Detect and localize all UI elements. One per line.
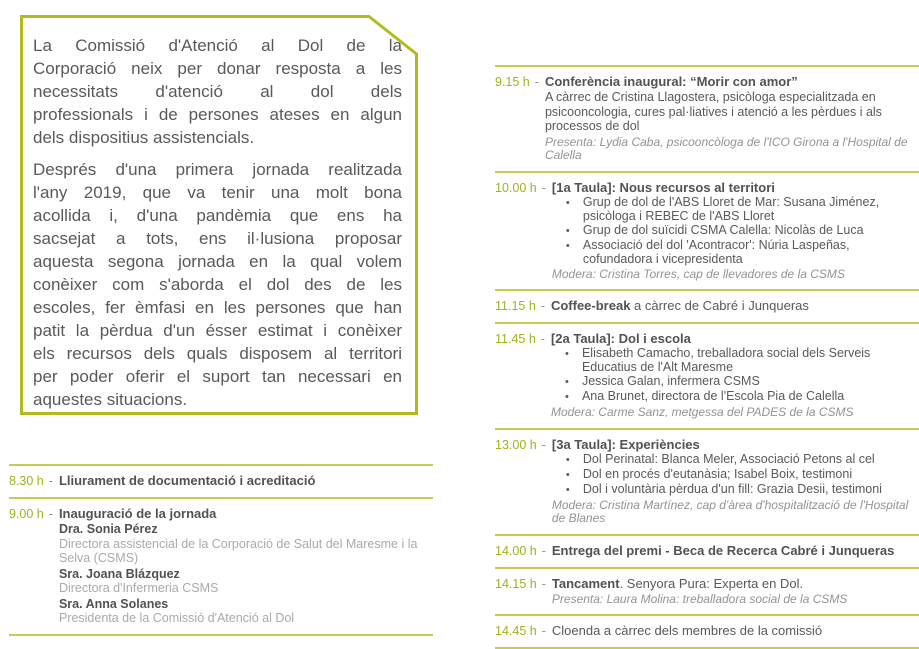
entry-content bbox=[552, 576, 919, 607]
intro-line: acollida i, d'una pandèmia que ens ha bbox=[33, 206, 402, 225]
entry-time: 11.45 h bbox=[495, 332, 536, 346]
entry-time: 8.30 h bbox=[9, 474, 44, 488]
bullet-text: Dol en procés d'eutanàsia; Isabel Boix, testimoni bbox=[582, 466, 853, 481]
left-schedule bbox=[9, 464, 433, 636]
bullet-item bbox=[565, 346, 919, 374]
bullet-item bbox=[566, 482, 919, 497]
entry-content bbox=[552, 543, 919, 558]
entry-time: 14.45 h bbox=[495, 624, 537, 638]
entry-title bbox=[552, 437, 919, 452]
entry-time: 9.00 h bbox=[9, 507, 44, 521]
entry-time: 14.00 h bbox=[495, 543, 537, 558]
intro-line: necessitats d'atenció al dol dels bbox=[33, 82, 402, 101]
schedule-entry bbox=[9, 464, 433, 497]
intro-text bbox=[33, 34, 402, 411]
bullet-text: Grup de dol de l'ABS Lloret de Mar: Susana Jiménez, psicòloga i REBEC de l'ABS Lloret bbox=[582, 194, 880, 223]
entry-content bbox=[545, 74, 919, 163]
entry-dash: - bbox=[48, 507, 53, 521]
entry-content bbox=[551, 331, 919, 420]
entry-title-bold: Conferència inaugural: “Morir con amor” bbox=[544, 74, 798, 89]
schedule-entry bbox=[495, 428, 919, 534]
entry-title-rest: . Senyora Pura: Experta en Dol. bbox=[619, 575, 804, 591]
entry-title-bold: Entrega del premi - Beca de Recerca Cabré i Junqueras bbox=[551, 542, 895, 558]
schedule-entry bbox=[9, 497, 433, 634]
bullet-item bbox=[566, 238, 919, 266]
entry-title bbox=[551, 331, 919, 346]
entry-title-rest: Cloenda a càrrec dels membres de la comissió bbox=[551, 623, 823, 638]
bullet-icon: • bbox=[564, 391, 569, 403]
schedule-entry bbox=[495, 567, 919, 615]
entry-dash: - bbox=[541, 624, 546, 638]
entry-dash: - bbox=[541, 437, 546, 452]
entry-dash: - bbox=[540, 332, 545, 346]
bullet-item bbox=[566, 467, 919, 482]
bullet-item bbox=[565, 389, 919, 404]
person-role: Directora assistencial de la Corporació de Salut del Maresme i la Selva (CSMS) bbox=[58, 536, 418, 565]
intro-line: l'any 2019, que va tenir una molt bona bbox=[33, 183, 402, 202]
entry-title bbox=[552, 576, 919, 591]
entry-content bbox=[59, 473, 433, 488]
entry-dash: - bbox=[541, 180, 546, 195]
entry-description: A càrrec de Cristina Llagostera, psicòloga especialitzada en psicooncologia, cures pal·liatives i atenció a les pèrdues i als processos de dol bbox=[544, 90, 882, 133]
bullet-item bbox=[566, 223, 919, 238]
intro-box bbox=[20, 15, 418, 415]
intro-paragraph bbox=[33, 34, 402, 149]
bullet-icon: • bbox=[565, 468, 570, 481]
right-schedule bbox=[495, 65, 919, 649]
person-role: Presidenta de la Comissió d'Atenció al Dol bbox=[58, 611, 295, 625]
entry-title bbox=[545, 74, 919, 89]
intro-paragraph bbox=[33, 158, 402, 411]
bullet-item bbox=[566, 195, 919, 223]
entry-time: 11.15 h bbox=[495, 299, 536, 313]
bullet-text: Ana Brunet, directora de l'Escola Pia de Calella bbox=[581, 389, 845, 403]
person-name: Dra. Sonia Pérez bbox=[58, 522, 158, 536]
entry-title-bold: [2a Taula]: Dol i escola bbox=[550, 331, 691, 346]
entry-time: 10.00 h bbox=[495, 180, 537, 195]
entry-title-bold: Tancament bbox=[551, 575, 620, 591]
entry-content bbox=[551, 298, 919, 313]
bullet-text: Jessica Galan, infermera CSMS bbox=[581, 374, 760, 388]
intro-line: La Comissió d'Atenció al Dol de la bbox=[33, 36, 402, 55]
entry-time: 13.00 h bbox=[495, 437, 537, 452]
entry-time: 9.15 h bbox=[495, 75, 530, 89]
bullet-icon: • bbox=[565, 453, 570, 466]
bullet-icon: • bbox=[565, 483, 570, 496]
entry-title bbox=[59, 473, 433, 488]
intro-line: per poder oferir el suport tan necessari en bbox=[33, 367, 402, 386]
bullet-icon: • bbox=[565, 196, 570, 209]
bullet-icon: • bbox=[565, 239, 570, 252]
entry-content bbox=[59, 506, 433, 626]
entry-title-bold: [1a Taula]: Nous recursos al territori bbox=[551, 179, 775, 195]
schedule-entry bbox=[495, 322, 919, 428]
bullet-text: Dol Perinatal: Blanca Meler, Associació Petons al cel bbox=[582, 451, 875, 466]
entry-title-bold: Lliurament de documentació i acreditació bbox=[58, 473, 316, 488]
bullet-item bbox=[566, 452, 919, 467]
schedule-entry bbox=[495, 614, 919, 647]
intro-line: professionals i de persones ateses en algun bbox=[33, 105, 402, 124]
person-name: Sra. Joana Blázquez bbox=[58, 566, 180, 581]
intro-line: conèixer com s'aborda el dol des de les bbox=[33, 275, 402, 294]
bullet-text: Associació del dol 'Acontracor': Núria Laspeñas, cofundadora i vicepresidenta bbox=[582, 237, 850, 266]
intro-line: dels dispositius assistencials. bbox=[33, 128, 255, 147]
entry-content bbox=[552, 180, 919, 282]
entry-title bbox=[552, 543, 919, 558]
intro-line: Després d'una primera jornada realitzada bbox=[33, 160, 402, 179]
intro-line: patit la pèrdua d'un ésser estimat i conèixer bbox=[33, 321, 402, 340]
schedule-entry bbox=[495, 534, 919, 567]
entry-title bbox=[552, 623, 919, 638]
bullet-item bbox=[565, 374, 919, 389]
entry-note: Presenta: Laura Molina: treballadora social de la CSMS bbox=[551, 591, 848, 606]
intro-line: Corporació neix per donar resposta a les bbox=[33, 59, 402, 78]
intro-line: sacsejat a tots, ens il·lusiona proposar bbox=[33, 229, 402, 248]
entry-title bbox=[551, 298, 919, 313]
entry-note: Modera: Cristina Torres, cap de llevadores de la CSMS bbox=[551, 266, 845, 281]
entry-title-rest: a càrrec de Cabré i Junqueras bbox=[630, 298, 809, 313]
bullet-text: Grup de dol suïcidi CSMA Calella: Nicolàs de Luca bbox=[582, 222, 864, 237]
intro-line: aquesta segona jornada en la qual volem bbox=[33, 252, 402, 271]
entry-content bbox=[552, 623, 919, 638]
entry-dash: - bbox=[48, 474, 53, 488]
bullet-icon: • bbox=[564, 348, 569, 360]
person-role: Directora d'Infermeria CSMS bbox=[58, 581, 219, 595]
entry-title-bold: [3a Taula]: Experiències bbox=[551, 436, 700, 452]
schedule-entry bbox=[495, 171, 919, 290]
bullet-icon: • bbox=[565, 224, 570, 237]
entry-title-bold: Coffee-break bbox=[550, 298, 631, 313]
entry-title-bold: Inauguració de la jornada bbox=[58, 506, 217, 521]
bullet-icon: • bbox=[564, 376, 569, 388]
schedule-entry bbox=[495, 65, 919, 171]
entry-note: Modera: Carme Sanz, metgessa del PADES de la CSMS bbox=[550, 405, 854, 419]
person-name: Sra. Anna Solanes bbox=[58, 596, 169, 611]
bullet-text: Dol i voluntària pèrdua d'un fill: Grazia Desii, testimoni bbox=[582, 481, 882, 496]
entry-dash: - bbox=[540, 299, 545, 313]
intro-line: els recursos dels quals disposem al territori bbox=[33, 344, 402, 363]
entry-note: Modera: Cristina Martínez, cap d'àrea d'hospitalització de l'Hospital de Blanes bbox=[551, 497, 909, 525]
entry-title bbox=[552, 180, 919, 195]
intro-line: escoles, fer èmfasi en les persones que han bbox=[33, 298, 402, 317]
entry-dash: - bbox=[541, 543, 546, 558]
bullet-text: Elisabeth Camacho, treballadora social dels Serveis Educatius de l'Alt Maresme bbox=[581, 346, 871, 374]
entry-dash: - bbox=[541, 576, 546, 591]
intro-line: aquestes situacions. bbox=[33, 390, 188, 409]
schedule-entry bbox=[495, 289, 919, 322]
entry-note: Presenta: Lydia Caba, psicooncòloga de l'ICO Girona a l'Hospital de Calella bbox=[544, 134, 908, 162]
entry-content bbox=[552, 437, 919, 526]
entry-time: 14.15 h bbox=[495, 576, 537, 591]
entry-title bbox=[59, 506, 433, 521]
entry-dash: - bbox=[534, 75, 539, 89]
